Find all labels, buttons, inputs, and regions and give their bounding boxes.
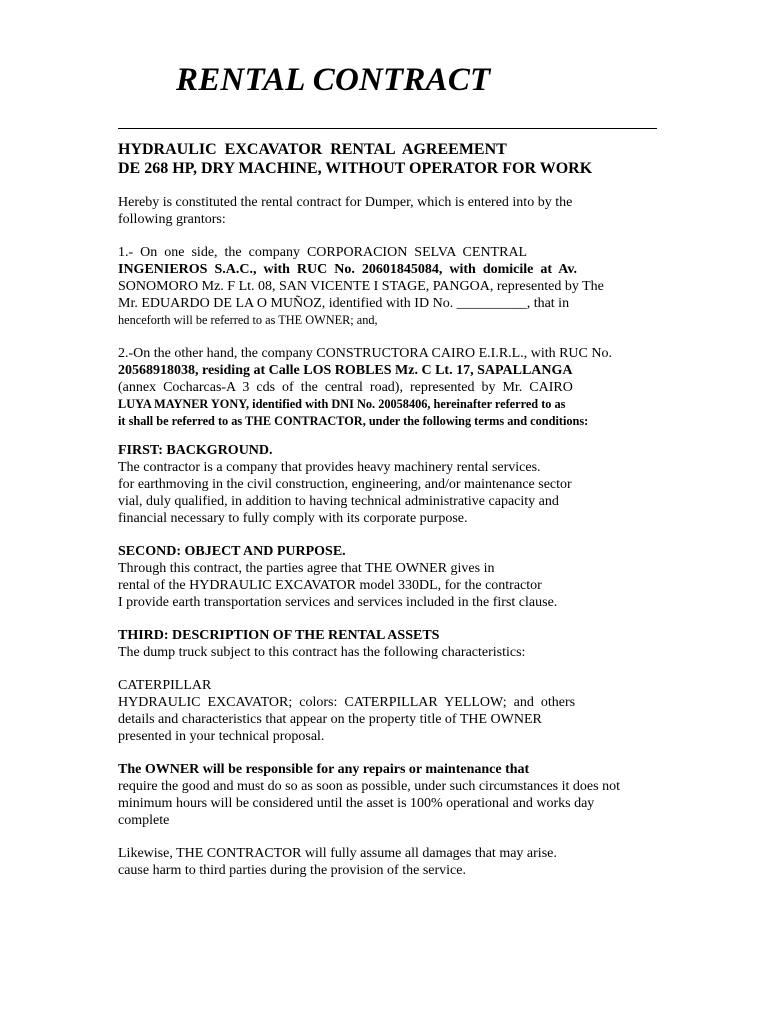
repairs-line: complete (118, 813, 170, 828)
repairs-line: require the good and must do so as soon as possible, under such circumstances it does not (118, 779, 620, 794)
intro-line: following grantors: (118, 212, 226, 227)
intro-paragraph (118, 194, 658, 228)
document-title: RENTAL CONTRACT (176, 62, 491, 98)
clause-line: rental of the HYDRAULIC EXCAVATOR model 330DL, for the contractor (118, 578, 542, 593)
contract-body (118, 140, 658, 879)
title-divider (118, 128, 657, 129)
party-2-line: 2.-On the other hand, the company CONSTRUCTORA CAIRO E.I.R.L., with RUC No. (118, 346, 612, 361)
party-2-paragraph (118, 345, 658, 430)
clause-line: I provide earth transportation services and services included in the first clause. (118, 595, 558, 610)
clause-line: financial necessary to fully comply with its corporate purpose. (118, 511, 468, 526)
party-1-line: INGENIEROS S.A.C., with RUC No. 20601845084, with domicile at Av. (118, 262, 578, 277)
party-1-line: henceforth will be referred to as THE OWNER; and, (118, 313, 378, 327)
clause-third (118, 627, 658, 661)
likewise-line: cause harm to third parties during the provision of the service. (118, 863, 466, 878)
repairs-heading: The OWNER will be responsible for any repairs or maintenance that (118, 762, 530, 777)
clause-line: vial, duly qualified, in addition to having technical administrative capacity and (118, 494, 559, 509)
party-1-line: Mr. EDUARDO DE LA O MUÑOZ, identified with ID No. __________, that in (118, 296, 570, 311)
party-1-line: SONOMORO Mz. F Lt. 08, SAN VICENTE I STAGE, PANGOA, represented by The (118, 279, 604, 294)
clause-second (118, 543, 658, 611)
clause-heading: SECOND: OBJECT AND PURPOSE. (118, 544, 346, 559)
party-1-paragraph (118, 244, 658, 329)
subtitle-line-2: DE 268 HP, DRY MACHINE, WITHOUT OPERATOR FOR WORK (118, 160, 593, 177)
machine-line: presented in your technical proposal. (118, 729, 325, 744)
clause-heading: THIRD: DESCRIPTION OF THE RENTAL ASSETS (118, 628, 440, 643)
intro-line: Hereby is constituted the rental contract for Dumper, which is entered into by the (118, 195, 573, 210)
clause-first (118, 442, 658, 527)
party-1-line: 1.- On one side, the company CORPORACION SELVA CENTRAL (118, 245, 528, 260)
likewise-line: Likewise, THE CONTRACTOR will fully assume all damages that may arise. (118, 846, 557, 861)
clause-line: for earthmoving in the civil construction, engineering, and/or maintenance sector (118, 477, 572, 492)
party-2-line: it shall be referred to as THE CONTRACTOR, under the following terms and conditions: (118, 414, 589, 428)
party-2-line: LUYA MAYNER YONY, identified with DNI No. 20058406, hereinafter referred to as (118, 397, 566, 411)
brand-line: CATERPILLAR (118, 678, 212, 693)
subtitle-line-1: HYDRAULIC EXCAVATOR RENTAL AGREEMENT (118, 141, 507, 158)
machine-description (118, 677, 658, 745)
clause-line: The dump truck subject to this contract has the following characteristics: (118, 645, 526, 660)
machine-line: HYDRAULIC EXCAVATOR; colors: CATERPILLAR YELLOW; and others (118, 695, 576, 710)
party-2-line: 20568918038, residing at Calle LOS ROBLES Mz. C Lt. 17, SAPALLANGA (118, 363, 573, 378)
machine-line: details and characteristics that appear on the property title of THE OWNER (118, 712, 542, 727)
clause-line: The contractor is a company that provides heavy machinery rental services. (118, 460, 541, 475)
repairs-paragraph (118, 761, 658, 829)
likewise-paragraph (118, 845, 658, 879)
repairs-line: minimum hours will be considered until the asset is 100% operational and works day (118, 796, 595, 811)
clause-heading: FIRST: BACKGROUND. (118, 443, 273, 458)
clause-line: Through this contract, the parties agree that THE OWNER gives in (118, 561, 495, 576)
party-2-line: (annex Cocharcas-A 3 cds of the central road), represented by Mr. CAIRO (118, 380, 573, 395)
